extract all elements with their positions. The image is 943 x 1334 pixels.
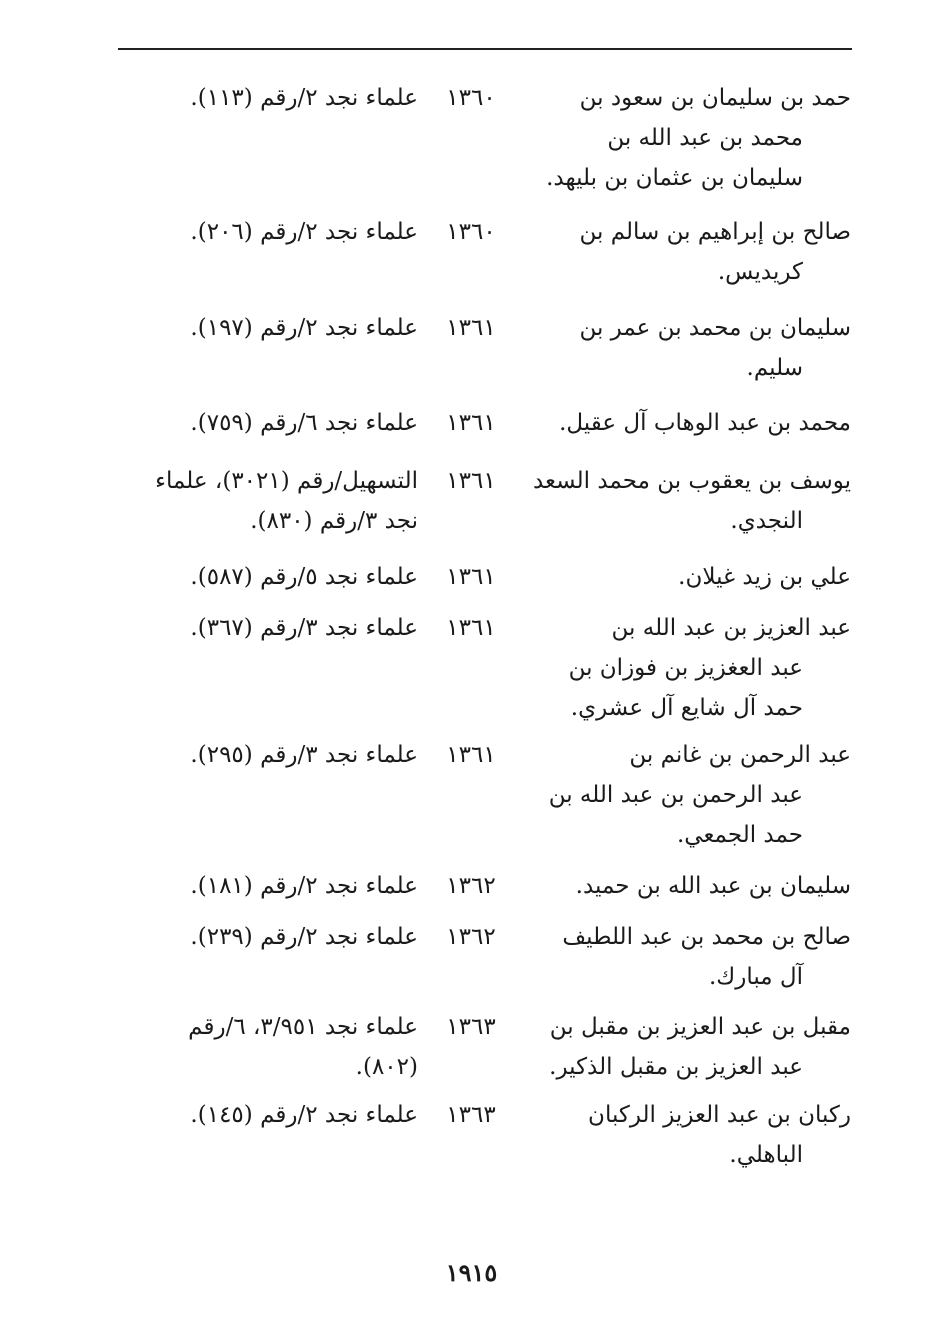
entry-source <box>112 308 418 348</box>
entry-source-line: التسهيل/رقم (٣٠٢١)، علماء <box>155 468 418 494</box>
entry-year: ١٣٦٣ <box>446 1102 496 1128</box>
entry-source-line: نجد ٣/رقم (٨٣٠). <box>250 508 418 534</box>
page-number: ١٩١٥ <box>445 1258 498 1287</box>
entry-source-line: علماء نجد ٢/رقم (١٨١). <box>190 873 418 899</box>
entry-name <box>521 1007 851 1087</box>
entry-source <box>112 608 418 648</box>
entry-name-line: مقبل بن عبد العزيز بن مقبل بن <box>549 1014 851 1040</box>
entry-year: ١٣٦٠ <box>446 219 496 245</box>
entry-source-line: علماء نجد ٣/رقم (٣٦٧). <box>190 615 418 641</box>
entry-name-line: آل مبارك. <box>708 964 803 990</box>
entry-name-line: النجدي. <box>730 508 803 534</box>
entry-name-line: عبد العزيز بن عبد الله بن <box>611 615 851 641</box>
entry-name-line: حمد الجمعي. <box>676 822 803 848</box>
entry-name-line: يوسف بن يعقوب بن محمد السعد <box>532 468 851 494</box>
entry-year: ١٣٦١ <box>446 410 496 436</box>
entry-source-line: علماء نجد ٢/رقم (١٩٧). <box>190 315 418 341</box>
entry-name-line: ركبان بن عبد العزيز الركبان <box>588 1102 851 1128</box>
entry-name-line: صالح بن إبراهيم بن سالم بن <box>579 219 851 245</box>
entry-name-line: علي بن زيد غيلان. <box>678 564 851 590</box>
entry-name-line: سليمان بن محمد بن عمر بن <box>579 315 851 341</box>
entry-source-line: علماء نجد ٥/رقم (٥٨٧). <box>190 564 418 590</box>
entry-name <box>521 78 851 198</box>
entry-year: ١٣٦٣ <box>446 1014 496 1040</box>
entry-source <box>112 557 418 597</box>
entry-source-line: علماء نجد ٢/رقم (١١٣). <box>190 85 418 111</box>
entry-name-line: محمد بن عبد الوهاب آل عقيل. <box>559 410 851 436</box>
entry-year: ١٣٦١ <box>446 564 496 590</box>
entry-source <box>112 78 418 118</box>
entry-year: ١٣٦١ <box>446 742 496 768</box>
entry-year: ١٣٦٢ <box>446 873 496 899</box>
entry-source <box>112 403 418 443</box>
entry-name <box>521 461 851 541</box>
entry-year: ١٣٦٢ <box>446 924 496 950</box>
entry-source-line: (٨٠٢). <box>355 1054 418 1080</box>
entry-name-line: الباهلي. <box>729 1142 803 1168</box>
entry-name-line: عبد العغزيز بن فوزان بن <box>568 655 803 681</box>
entry-name-line: سليمان بن عثمان بن بليهد. <box>546 165 803 191</box>
entry-name-line: حمد بن سليمان بن سعود بن <box>579 85 851 111</box>
entry-source-line: علماء نجد ٢/رقم (٢٠٦). <box>190 219 418 245</box>
entry-year: ١٣٦١ <box>446 615 496 641</box>
entry-name-line: كريديس. <box>717 259 803 285</box>
entry-source <box>112 461 418 541</box>
entry-source <box>112 735 418 775</box>
entry-name-line: عبد الرحمن بن غانم بن <box>629 742 851 768</box>
entry-year: ١٣٦٠ <box>446 85 496 111</box>
entry-source-line: علماء نجد ٦/رقم (٧٥٩). <box>190 410 418 436</box>
entry-name <box>521 212 851 292</box>
entry-source <box>112 1095 418 1135</box>
entry-name <box>521 866 851 906</box>
entry-name <box>521 403 851 443</box>
entry-name-line: عبد العزيز بن مقبل الذكير. <box>549 1054 803 1080</box>
entry-source-line: علماء نجد ٣/٩٥١، ٦/رقم <box>188 1014 418 1040</box>
entry-source-line: علماء نجد ٢/رقم (١٤٥). <box>190 1102 418 1128</box>
entry-source <box>112 917 418 957</box>
entry-name-line: محمد بن عبد الله بن <box>607 125 803 151</box>
entry-name-line: حمد آل شايع آل عشري. <box>570 695 803 721</box>
entry-name-line: عبد الرحمن بن عبد الله بن <box>548 782 803 808</box>
entry-name <box>521 308 851 388</box>
entry-year: ١٣٦١ <box>446 468 496 494</box>
entry-name-line: صالح بن محمد بن عبد اللطيف <box>562 924 851 950</box>
entry-source <box>112 866 418 906</box>
entry-name <box>521 1095 851 1175</box>
entry-name <box>521 557 851 597</box>
entry-source-line: علماء نجد ٣/رقم (٢٩٥). <box>190 742 418 768</box>
entry-name-line: سليمان بن عبد الله بن حميد. <box>575 873 851 899</box>
entry-source <box>112 1007 418 1087</box>
entry-year: ١٣٦١ <box>446 315 496 341</box>
entry-name <box>521 917 851 997</box>
entry-source-line: علماء نجد ٢/رقم (٢٣٩). <box>190 924 418 950</box>
entry-name <box>521 735 851 855</box>
entry-source <box>112 212 418 252</box>
entry-name-line: سليم. <box>746 355 803 381</box>
entry-name <box>521 608 851 728</box>
